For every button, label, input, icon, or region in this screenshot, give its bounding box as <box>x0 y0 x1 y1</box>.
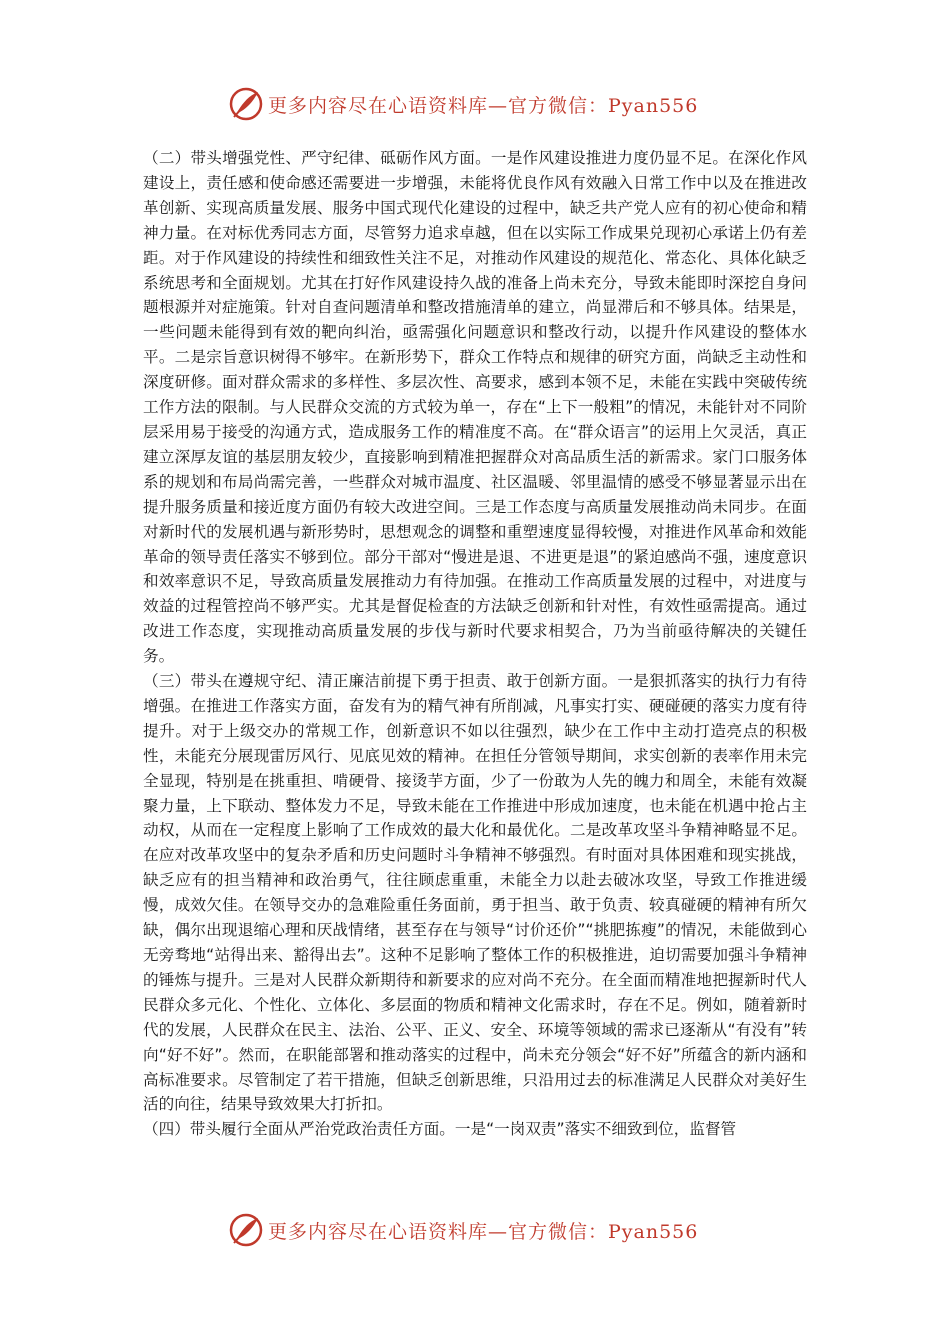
paragraph-section-3: （三）带头在遵规守纪、清正廉洁前提下勇于担责、敢于创新方面。一是狠抓落实的执行力有待增强。在推进工作落实方面，奋发有为的精气神有所削减，凡事实打实、硬碰硬的落实力度有待提升。对于上级交办的常规工作，创新意识不如以往强烈，缺少在工作中主动打造亮点的积极性，未能充分展现雷厉风行、见底见效的精神。在担任分管领导期间，求实创新的表率作用未完全显现，特别是在挑重担、啃硬骨、接烫芋方面，少了一份敢为人先的魄力和周全，未能有效凝聚力量，上下联动、整体发力不足，导致未能在工作推进中形成加速度，也未能在机遇中抢占主动权，从而在一定程度上影响了工作成效的最大化和最优化。二是改革攻坚斗争精神略显不足。在应对改革攻坚中的复杂矛盾和历史问题时斗争精神不够强烈。有时面对具体困难和现实挑战，缺乏应有的担当精神和政治勇气，往往顾虑重重，未能全力以赴去破冰攻坚，导致工作推进缓慢，成效欠佳。在领导交办的急难险重任务面前，勇于担当、敢于负责、较真碰硬的精神有所欠缺，偶尔出现退缩心理和厌战情绪，甚至存在与领导“讨价还价”“挑肥拣瘦”的情况，未能做到心无旁骛地“站得出来、豁得出去”。这种不足影响了整体工作的积极推进，迫切需要加强斗争精神的锤炼与提升。三是对人民群众新期待和新要求的应对尚不充分。在全面而精准地把握新时代人民群众多元化、个性化、立体化、多层面的物质和精神文化需求时，存在不足。例如，随着新时代的发展，人民群众在民主、法治、公平、正义、安全、环境等领域的需求已逐渐从“有没有”转向“好不好”。然而，在职能部署和推动落实的过程中，尚未充分领会“好不好”所蕴含的新内涵和高标准要求。尽管制定了若干措施，但缺乏创新思维，只沿用过去的标准满足人民群众对美好生活的向往，结果导致效果大打折扣。 <box>143 672 807 1114</box>
header-banner-text: 更多内容尽在心语资料库—官方微信：Pyan556 <box>268 94 699 117</box>
header-banner <box>228 86 698 122</box>
paragraph-section-4: （四）带头履行全面从严治党政治责任方面。一是“一岗双责”落实不细致到位，监督管 <box>143 1120 737 1139</box>
feather-quill-logo-icon <box>228 1212 264 1248</box>
footer-banner <box>228 1212 698 1248</box>
document-body <box>143 146 807 1142</box>
footer-banner-text: 更多内容尽在心语资料库—官方微信：Pyan556 <box>268 1220 699 1243</box>
feather-quill-logo-icon <box>228 86 264 122</box>
paragraph-section-2: （二）带头增强党性、严守纪律、砥砺作风方面。一是作风建设推进力度仍显不足。在深化作风建设上，责任感和使命感还需要进一步增强，未能将优良作风有效融入日常工作中以及在推进改革创新、实现高质量发展、服务中国式现代化建设的过程中，缺乏共产党人应有的初心使命和精神力量。在对标优秀同志方面，尽管努力追求卓越，但在以实际工作成果兑现初心承诺上仍有差距。对于作风建设的持续性和细致性关注不足，对推动作风建设的规范化、常态化、具体化缺乏系统思考和全面规划。尤其在打好作风建设持久战的准备上尚未充分，导致未能即时深挖自身问题根源并对症施策。针对自查问题清单和整改措施清单的建立，尚显滞后和不够具体。结果是，一些问题未能得到有效的靶向纠治，亟需强化问题意识和整改行动，以提升作风建设的整体水平。二是宗旨意识树得不够牢。在新形势下，群众工作特点和规律的研究方面，尚缺乏主动性和深度研修。面对群众需求的多样性、多层次性、高要求，感到本领不足，未能在实践中突破传统工作方法的限制。与人民群众交流的方式较为单一，存在“上下一般粗”的情况，未能针对不同阶层采用易于接受的沟通方式，造成服务工作的精准度不高。在“群众语言”的运用上欠灵活，真正建立深厚友谊的基层朋友较少，直接影响到精准把握群众对高品质生活的新需求。家门口服务体系的规划和布局尚需完善，一些群众对城市温度、社区温暖、邻里温情的感受不够显著显示出在提升服务质量和接近度方面仍有较大改进空间。三是工作态度与高质量发展推动尚未同步。在面对新时代的发展机遇与新形势时，思想观念的调整和重塑速度显得较慢，对推进作风革命和效能革命的领导责任落实不够到位。部分干部对“慢进是退、不进更是退”的紧迫感尚不强，速度意识和效率意识不足，导致高质量发展推动力有待加强。在推动工作高质量发展的过程中，对进度与效益的过程管控尚不够严实。尤其是督促检查的方法缺乏创新和针对性，有效性亟需提高。通过改进工作态度，实现推动高质量发展的步伐与新时代要求相契合，乃为当前亟待解决的关键任务。 <box>143 149 807 666</box>
